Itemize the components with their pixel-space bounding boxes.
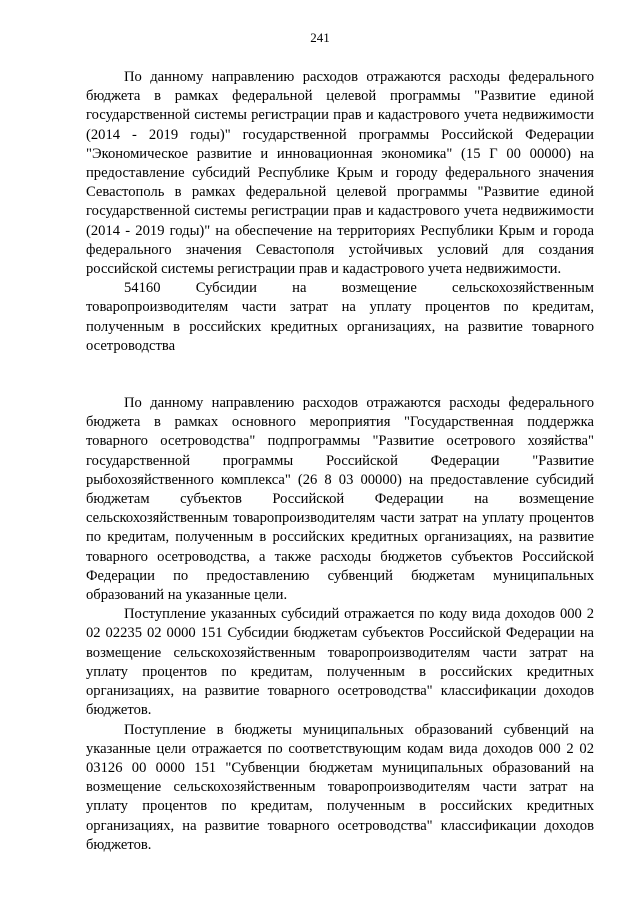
paragraph-expense-code-54160: 54160 Субсидии на возмещение сельскохозяйственным товаропроизводителям части затрат на уплату процентов по кредитам, полученным в российских кредитных организациях, на развитие товарного осетроводства [86,280,594,354]
paragraph-subvention-income-code: Поступление в бюджеты муниципальных образований субвенций на указанные цели отражается по соответствующим кодам вида доходов 000 2 02 03126 00 0000 151 "Субвенции бюджетам муниципальных образований на возмещение сельскохозяйственным товаропроизводителям части затрат на уплату процентов по кредитам, полученным в российских кредитных организациях, на развитие товарного осетроводства" классификации доходов бюджетов. [86,721,594,853]
paragraph-federal-target-program: По данному направлению расходов отражаются расходы федерального бюджета в рамках федеральной целевой программы "Развитие единой государственной системы регистрации прав и кадастрового учета недвижимости (2014 - 2019 годы)" государственной программы Российской Федерации "Экономическое развитие и инновационная экономика" (15 Г 00 00000) на предоставление субсидий Республике Крым и городу федерального значения Севастополь в рамках федеральной целевой программы "Развитие единой государственной системы регистрации прав и кадастрового учета недвижимости (2014 - 2019 годы)" на обеспечение на территориях Республики Крым и города федерального значения Севастополя устойчивых условий для создания российской системы регистрации прав и кадастрового учета недвижимости. [86,69,594,278]
document-body [86,68,594,855]
page-number: 241 [310,30,330,45]
paragraph-sturgeon-program: По данному направлению расходов отражаются расходы федерального бюджета в рамках основного мероприятия "Государственная поддержка товарного осетроводства" подпрограммы "Развитие осетрового хозяйства" государственной программы Российской Федерации "Развитие рыбохозяйственного комплекса" (26 8 03 00000) на предоставление субсидий бюджетам субъектов Российской Федерации на возмещение сельскохозяйственным товаропроизводителям части затрат на уплату процентов по кредитам, полученным в российских кредитных организациях, на развитие товарного осетроводства, а также расходы бюджетов субъектов Российской Федерации по предоставлению субвенций бюджетам муниципальных образований на указанные цели. [86,395,594,604]
paragraph-subsidy-income-code: Поступление указанных субсидий отражается по коду вида доходов 000 2 02 02235 02 0000 151 Субсидии бюджетам субъектов Российской Федерации на возмещение сельскохозяйственным товаропроизводителям части затрат на уплату процентов по кредитам, полученным в российских кредитных организациях, на развитие товарного осетроводства" классификации доходов бюджетов. [86,606,594,719]
